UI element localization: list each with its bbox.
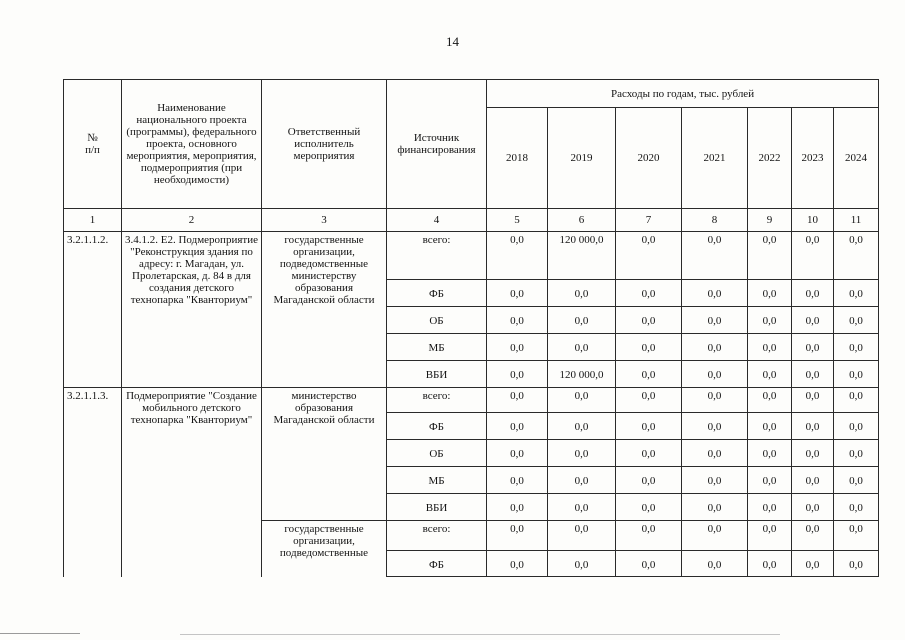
value-cell: 0,0	[616, 280, 682, 307]
value-cell: 0,0	[616, 361, 682, 388]
source-label: ВБИ	[387, 494, 487, 521]
value-cell: 120 000,0	[548, 361, 616, 388]
source-label: ФБ	[387, 280, 487, 307]
header-year: 2022	[748, 108, 792, 209]
value-cell: 0,0	[748, 307, 792, 334]
header-year: 2019	[548, 108, 616, 209]
value-cell: 120 000,0	[548, 232, 616, 280]
value-cell: 0,0	[548, 440, 616, 467]
value-cell: 0,0	[548, 551, 616, 577]
header-no: № п/п	[64, 80, 122, 209]
index-cell: 11	[834, 209, 879, 232]
value-cell: 0,0	[682, 280, 748, 307]
value-cell: 0,0	[487, 388, 548, 413]
index-cell: 1	[64, 209, 122, 232]
value-cell: 0,0	[834, 494, 879, 521]
value-cell: 0,0	[487, 413, 548, 440]
value-cell: 0,0	[682, 388, 748, 413]
value-cell: 0,0	[487, 521, 548, 551]
value-cell: 0,0	[487, 467, 548, 494]
value-cell: 0,0	[548, 413, 616, 440]
value-cell: 0,0	[682, 467, 748, 494]
source-label: МБ	[387, 334, 487, 361]
executor: государственные организации, подведомственные	[262, 521, 387, 577]
value-cell: 0,0	[616, 551, 682, 577]
value-cell: 0,0	[548, 334, 616, 361]
value-cell: 0,0	[616, 388, 682, 413]
value-cell: 0,0	[616, 307, 682, 334]
value-cell: 0,0	[834, 361, 879, 388]
value-cell: 0,0	[748, 521, 792, 551]
measure-name: 3.4.1.2. Е2. Подмероприятие "Реконструкция здания по адресу: г. Магадан, ул. Пролетарская, д. 84 в для создания детского технопарка "Кванториум"	[122, 232, 262, 388]
value-cell: 0,0	[682, 440, 748, 467]
source-label: всего:	[387, 232, 487, 280]
source-label: ФБ	[387, 413, 487, 440]
value-cell: 0,0	[792, 551, 834, 577]
value-cell: 0,0	[834, 388, 879, 413]
value-cell: 0,0	[682, 361, 748, 388]
value-cell: 0,0	[792, 494, 834, 521]
header-name: Наименование национального проекта (программы), федерального проекта, основного мероприятия, мероприятия, подмероприятия (при необходимости)	[122, 80, 262, 209]
value-cell: 0,0	[548, 467, 616, 494]
value-cell: 0,0	[748, 467, 792, 494]
scan-artifact-line	[0, 633, 80, 634]
value-cell: 0,0	[616, 334, 682, 361]
value-cell: 0,0	[682, 551, 748, 577]
value-cell: 0,0	[682, 334, 748, 361]
value-cell: 0,0	[834, 551, 879, 577]
row-number: 3.2.1.1.2.	[64, 232, 122, 388]
value-cell: 0,0	[792, 413, 834, 440]
value-cell: 0,0	[487, 334, 548, 361]
source-label: МБ	[387, 467, 487, 494]
table-row	[64, 232, 879, 280]
source-label: ВБИ	[387, 361, 487, 388]
value-cell: 0,0	[792, 361, 834, 388]
value-cell: 0,0	[682, 413, 748, 440]
value-cell: 0,0	[616, 413, 682, 440]
row-number: 3.2.1.1.3.	[64, 388, 122, 577]
index-cell: 5	[487, 209, 548, 232]
scan-artifact-line	[180, 634, 780, 635]
value-cell: 0,0	[487, 361, 548, 388]
value-cell: 0,0	[748, 388, 792, 413]
value-cell: 0,0	[792, 521, 834, 551]
value-cell: 0,0	[834, 413, 879, 440]
value-cell: 0,0	[616, 232, 682, 280]
value-cell: 0,0	[834, 440, 879, 467]
value-cell: 0,0	[792, 388, 834, 413]
value-cell: 0,0	[682, 521, 748, 551]
value-cell: 0,0	[748, 494, 792, 521]
source-label: ОБ	[387, 307, 487, 334]
value-cell: 0,0	[682, 307, 748, 334]
index-cell: 7	[616, 209, 682, 232]
financing-table	[63, 79, 879, 577]
source-label: ОБ	[387, 440, 487, 467]
header-row	[64, 80, 879, 108]
index-cell: 4	[387, 209, 487, 232]
value-cell: 0,0	[748, 361, 792, 388]
value-cell: 0,0	[834, 307, 879, 334]
value-cell: 0,0	[792, 232, 834, 280]
value-cell: 0,0	[548, 521, 616, 551]
value-cell: 0,0	[682, 494, 748, 521]
value-cell: 0,0	[748, 334, 792, 361]
source-label: всего:	[387, 521, 487, 551]
value-cell: 0,0	[748, 413, 792, 440]
header-year: 2024	[834, 108, 879, 209]
header-year: 2018	[487, 108, 548, 209]
value-cell: 0,0	[487, 307, 548, 334]
value-cell: 0,0	[487, 280, 548, 307]
index-cell: 6	[548, 209, 616, 232]
index-cell: 3	[262, 209, 387, 232]
value-cell: 0,0	[792, 334, 834, 361]
header-year: 2023	[792, 108, 834, 209]
value-cell: 0,0	[548, 280, 616, 307]
page-number: 14	[446, 34, 459, 49]
value-cell: 0,0	[616, 440, 682, 467]
value-cell: 0,0	[616, 521, 682, 551]
value-cell: 0,0	[487, 232, 548, 280]
value-cell: 0,0	[834, 280, 879, 307]
value-cell: 0,0	[792, 467, 834, 494]
value-cell: 0,0	[792, 280, 834, 307]
value-cell: 0,0	[834, 467, 879, 494]
value-cell: 0,0	[616, 494, 682, 521]
value-cell: 0,0	[792, 307, 834, 334]
table-row	[64, 388, 879, 413]
value-cell: 0,0	[487, 494, 548, 521]
value-cell: 0,0	[548, 494, 616, 521]
value-cell: 0,0	[487, 440, 548, 467]
value-cell: 0,0	[548, 307, 616, 334]
value-cell: 0,0	[616, 467, 682, 494]
header-source: Источник финансирования	[387, 80, 487, 209]
source-label: всего:	[387, 388, 487, 413]
value-cell: 0,0	[748, 551, 792, 577]
value-cell: 0,0	[792, 440, 834, 467]
header-year: 2020	[616, 108, 682, 209]
value-cell: 0,0	[834, 334, 879, 361]
value-cell: 0,0	[748, 440, 792, 467]
value-cell: 0,0	[748, 280, 792, 307]
measure-name: Подмероприятие "Создание мобильного детского технопарка "Кванториум"	[122, 388, 262, 577]
value-cell: 0,0	[548, 388, 616, 413]
index-cell: 10	[792, 209, 834, 232]
index-cell: 2	[122, 209, 262, 232]
header-year: 2021	[682, 108, 748, 209]
value-cell: 0,0	[682, 232, 748, 280]
index-row	[64, 209, 879, 232]
value-cell: 0,0	[834, 232, 879, 280]
index-cell: 8	[682, 209, 748, 232]
header-executor: Ответственный исполнитель мероприятия	[262, 80, 387, 209]
index-cell: 9	[748, 209, 792, 232]
executor: государственные организации, подведомственные министерству образования Магаданской области	[262, 232, 387, 388]
source-label: ФБ	[387, 551, 487, 577]
value-cell: 0,0	[487, 551, 548, 577]
executor: министерство образования Магаданской области	[262, 388, 387, 521]
value-cell: 0,0	[748, 232, 792, 280]
header-expenses: Расходы по годам, тыс. рублей	[487, 80, 879, 108]
value-cell: 0,0	[834, 521, 879, 551]
